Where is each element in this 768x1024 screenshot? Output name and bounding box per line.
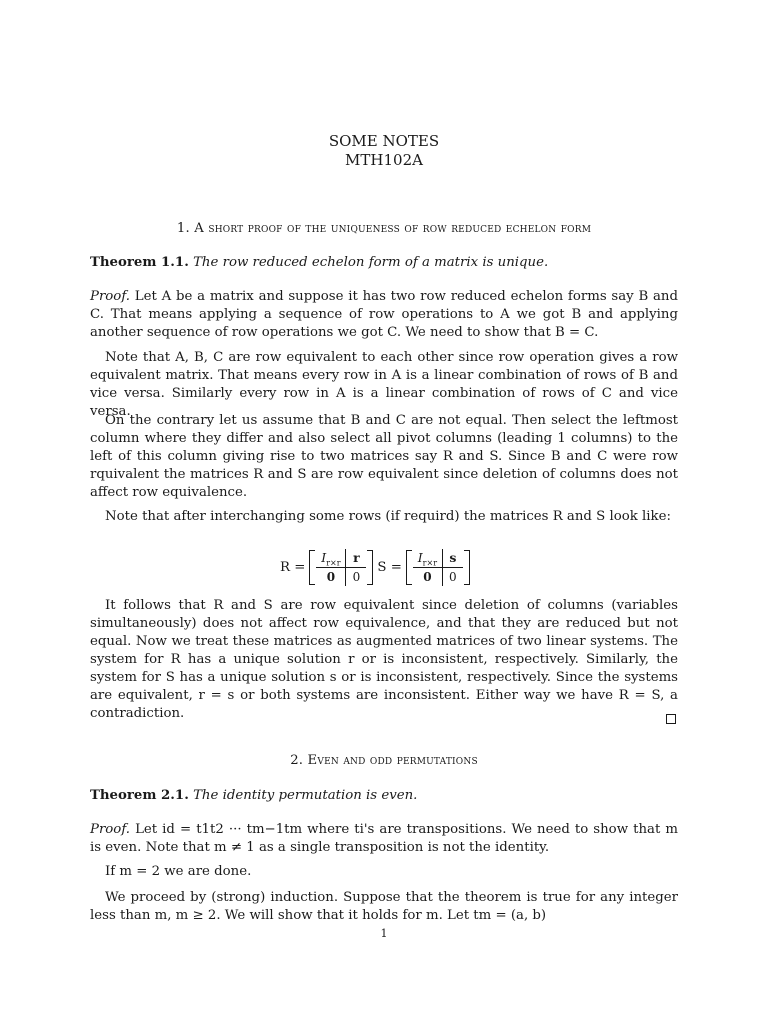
doc-title: SOME NOTES [328,132,440,150]
proof-text: Let A be a matrix and suppose it has two row reduced echelon forms say B and C. That means applying a sequence of row operations to A we got B and applying another sequence of row operations we got C. We need to show that B = C. [90,289,678,340]
matrix-R-identity: I [321,549,327,565]
matrix-S-zero-block: 0 [423,569,432,584]
proof-paragraph-2 [90,821,678,857]
theorem-statement: The identity permutation is even. [193,788,418,803]
paragraph-follows: It follows that R and S are row equivalent since deletion of columns (variables simultaneously) does not affect row equivalence, and that they are reduced but not equal. Now we treat these matrices as augmented matrices of two linear systems. The system for R has a unique solution r or is inconsistent, respectively. Similarly, the system for S has a unique solution s or is inconsistent, respectively. Since the systems are equivalent, r = s or both systems are inconsistent. Either way we have R = S, a contradiction. [90,598,678,721]
matrix-R-identity-sub: r×r [326,558,341,567]
matrix-R-zero: 0 [352,569,361,584]
proof-label: Proof. [90,822,130,837]
paragraph-induction: We proceed by (strong) induction. Suppose that the theorem is true for any integer less than m, m ≥ 2. We will show that it holds for m. Let tm = (a, b) [90,890,678,923]
theorem-statement: The row reduced echelon form of a matrix is unique. [193,255,549,270]
paragraph-look-like: Note that after interchanging some rows (if requird) the matrices R and S look like: [105,509,671,524]
section-2-heading: 2. Even and odd permutations [290,753,478,768]
proof-paragraph-1 [90,288,678,342]
paragraph-m-equals-2: If m = 2 we are done. [105,864,252,879]
matrix-S-lhs: S = [377,559,402,575]
matrix-S-identity: I [417,549,423,565]
matrix-S-vector: s [449,549,457,565]
theorem-1-1 [90,254,678,272]
page-number: 1 [380,927,388,940]
paragraph-row-equivalence: Note that A, B, C are row equivalent to each other since row operation gives a row equivalent matrix. That means every row in A is a linear combination of rows of B and vice versa. Similarly every row in A is a linear combination of rows of C and vice versa. [90,350,678,419]
matrix-S-zero: 0 [449,569,457,584]
matrix-R-vector: r [353,549,360,565]
proof-label: Proof. [90,289,130,304]
paragraph-contrary: On the contrary let us assume that B and C are not equal. Then select the leftmost column where they differ and also select all pivot columns (leading 1 columns) to the left of this column giving rise to two matrices say R and S. Since B and C were row rquivalent the matrices R and S are row equivalent since deletion of columns does not affect row equivalence. [90,413,678,500]
theorem-label: Theorem 1.1. [90,255,189,270]
matrix-R [309,549,373,586]
matrix-R-zero-block: 0 [326,569,336,584]
matrix-display [0,547,768,587]
matrix-R-lhs: R = [280,559,306,575]
doc-subtitle: MTH102A [345,151,423,169]
proof-text: Let id = t1t2 ··· tm−1tm where ti's are transpositions. We need to show that m is even. Note that m ≠ 1 as a single transposition is not the identity. [90,822,678,855]
matrix-S-identity-sub: r×r [422,558,438,567]
section-1-heading: 1. A short proof of the uniqueness of row reduced echelon form [176,221,592,236]
theorem-label: Theorem 2.1. [90,788,189,803]
qed-symbol [666,714,676,724]
theorem-2-1 [90,787,678,805]
matrix-S [406,549,470,586]
